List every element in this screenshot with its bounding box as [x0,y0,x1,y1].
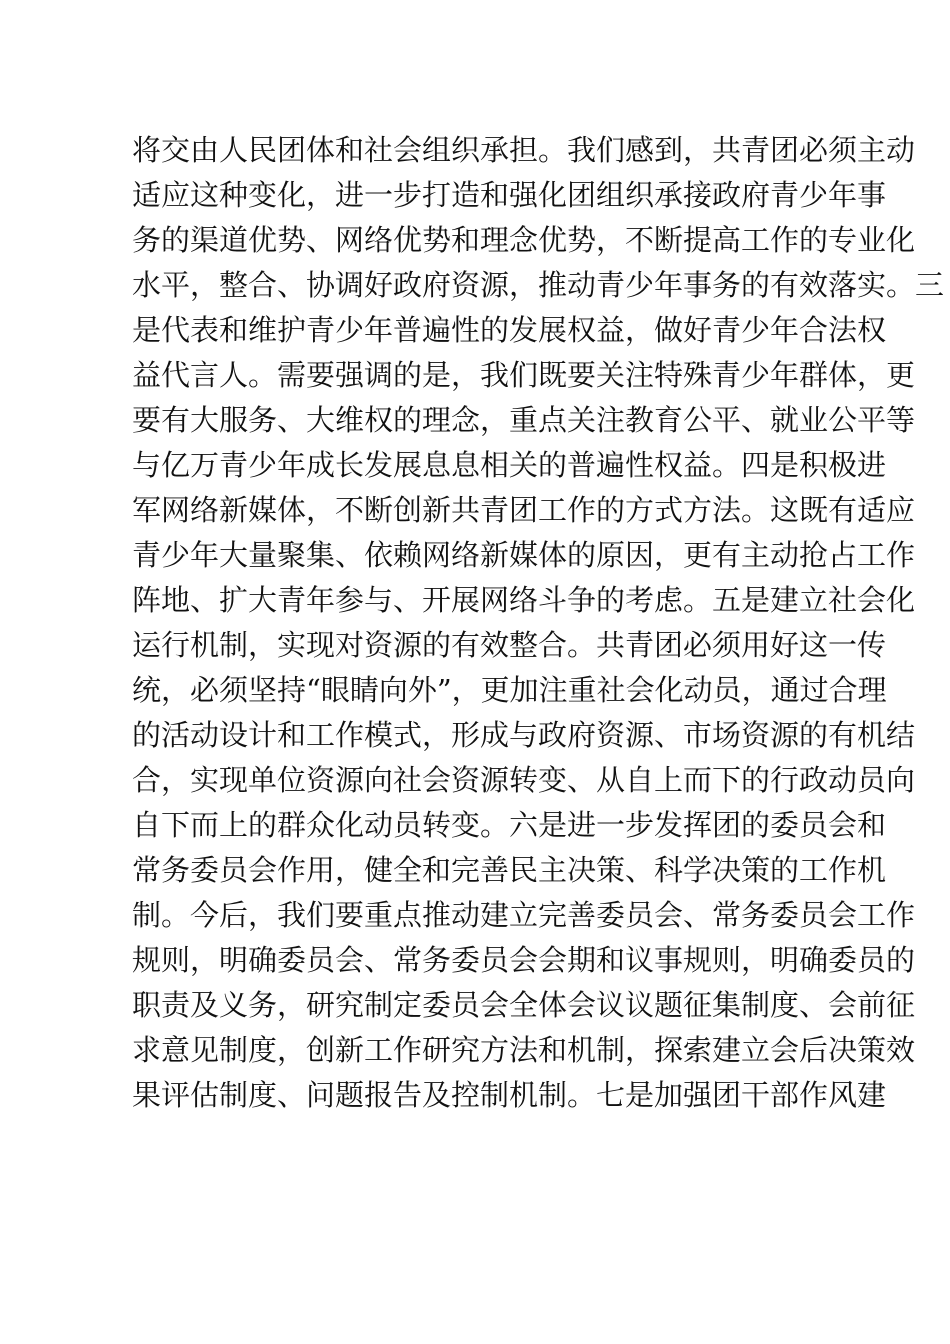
body-paragraph [132,128,945,1118]
text-line: 制。今后，我们要重点推动建立完善委员会、常务委员会工作 [132,898,916,932]
text-line: 求意见制度，创新工作研究方法和机制，探索建立会后决策效 [132,1033,916,1067]
text-line: 果评估制度、问题报告及控制机制。七是加强团干部作风建 [132,1078,887,1112]
text-line: 适应这种变化，进一步打造和强化团组织承接政府青少年事 [132,178,887,212]
text-line: 益代言人。需要强调的是，我们既要关注特殊青少年群体，更 [132,358,916,392]
text-line: 运行机制，实现对资源的有效整合。共青团必须用好这一传 [132,628,887,662]
text-line: 要有大服务、大维权的理念，重点关注教育公平、就业公平等 [132,403,916,437]
text-line: 的活动设计和工作模式，形成与政府资源、市场资源的有机结 [132,718,916,752]
text-line: 统，必须坚持“眼睛向外”，更加注重社会化动员，通过合理 [132,673,887,707]
text-line: 自下而上的群众化动员转变。六是进一步发挥团的委员会和 [132,808,887,842]
text-line: 常务委员会作用，健全和完善民主决策、科学决策的工作机 [132,853,887,887]
text-line: 与亿万青少年成长发展息息相关的普遍性权益。四是积极进 [132,448,887,482]
text-line: 务的渠道优势、网络优势和理念优势，不断提高工作的专业化 [132,223,916,257]
text-line: 职责及义务，研究制定委员会全体会议议题征集制度、会前征 [132,988,916,1022]
text-line: 是代表和维护青少年普遍性的发展权益，做好青少年合法权 [132,313,887,347]
text-line: 合，实现单位资源向社会资源转变、从自上而下的行政动员向 [132,763,916,797]
text-line: 军网络新媒体，不断创新共青团工作的方式方法。这既有适应 [132,493,916,527]
text-line: 规则，明确委员会、常务委员会会期和议事规则，明确委员的 [132,943,916,977]
text-line: 阵地、扩大青年参与、开展网络斗争的考虑。五是建立社会化 [132,583,916,617]
text-line: 青少年大量聚集、依赖网络新媒体的原因，更有主动抢占工作 [132,538,916,572]
text-line: 水平，整合、协调好政府资源，推动青少年事务的有效落实。三 [132,268,945,302]
text-line: 将交由人民团体和社会组织承担。我们感到，共青团必须主动 [132,133,916,167]
